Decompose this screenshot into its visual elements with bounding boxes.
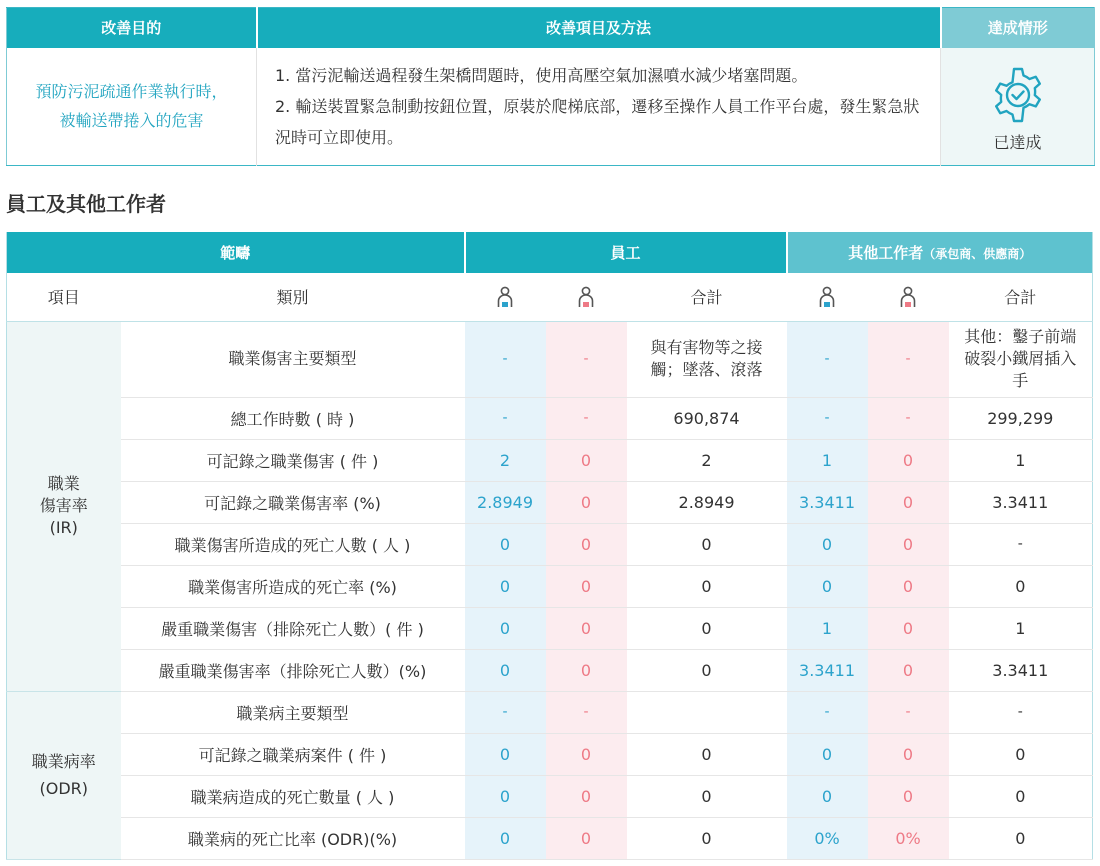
emp-m-cell: 0 bbox=[465, 817, 546, 859]
oth-f-cell: 0% bbox=[868, 817, 949, 859]
oth-total-cell: 1 bbox=[949, 439, 1093, 481]
emp-total-cell: 2.8949 bbox=[627, 481, 787, 523]
oth-total-cell: 0 bbox=[949, 565, 1093, 607]
method-item: 1. 當污泥輸送過程發生架橋問題時，使用高壓空氣加濕噴水減少堵塞問題。 bbox=[275, 65, 808, 85]
emp-total-cell: 與有害物等之接觸；墜落、滾落 bbox=[627, 321, 787, 397]
emp-m-cell: - bbox=[465, 321, 546, 397]
oth-total-cell: 3.3411 bbox=[949, 481, 1093, 523]
oth-total-cell: - bbox=[949, 691, 1093, 733]
oth-f-cell: 0 bbox=[868, 775, 949, 817]
oth-f-cell: 0 bbox=[868, 565, 949, 607]
status-text: 已達成 bbox=[993, 132, 1042, 152]
category-cell: 職業傷害主要類型 bbox=[121, 321, 465, 397]
category-cell: 職業傷害所造成的死亡人數 ( 人 ) bbox=[121, 523, 465, 565]
table-row bbox=[7, 439, 1093, 481]
oth-m-cell: 3.3411 bbox=[787, 481, 868, 523]
oth-total-cell: 0 bbox=[949, 775, 1093, 817]
category-cell: 職業病造成的死亡數量 ( 人 ) bbox=[121, 775, 465, 817]
oth-total-cell: - bbox=[949, 523, 1093, 565]
female-person-icon bbox=[898, 286, 918, 308]
table-row bbox=[7, 649, 1093, 691]
emp-f-cell: 0 bbox=[546, 565, 627, 607]
oth-m-cell: - bbox=[787, 321, 868, 397]
oth-f-cell: - bbox=[868, 691, 949, 733]
oth-total-cell: 0 bbox=[949, 733, 1093, 775]
oth-total-header: 合計 bbox=[949, 273, 1093, 321]
oth-total-cell: 0 bbox=[949, 817, 1093, 859]
emp-f-cell: 0 bbox=[546, 775, 627, 817]
emp-f-cell: - bbox=[546, 321, 627, 397]
status-header: 達成情形 bbox=[941, 8, 1095, 48]
emp-m-cell: 2.8949 bbox=[465, 481, 546, 523]
improvement-methods bbox=[257, 48, 941, 166]
category-cell: 可記錄之職業病案件 ( 件 ) bbox=[121, 733, 465, 775]
oth-m-cell: - bbox=[787, 691, 868, 733]
improvement-purpose: 預防污泥疏通作業執行時，被輸送帶捲入的危害 bbox=[7, 48, 257, 166]
oth-f-cell: 0 bbox=[868, 523, 949, 565]
emp-m-cell: 0 bbox=[465, 649, 546, 691]
category-cell: 嚴重職業傷害（排除死亡人數）( 件 ) bbox=[121, 607, 465, 649]
item-cell: 職業病率 (ODR) bbox=[7, 691, 121, 859]
table-row bbox=[7, 523, 1093, 565]
table-row bbox=[7, 397, 1093, 439]
oth-f-cell: 0 bbox=[868, 607, 949, 649]
category-cell: 可記錄之職業傷害 ( 件 ) bbox=[121, 439, 465, 481]
emp-m-cell: 2 bbox=[465, 439, 546, 481]
section-title: 員工及其他工作者 bbox=[6, 192, 166, 216]
emp-total-cell: 0 bbox=[627, 733, 787, 775]
improvement-status bbox=[941, 48, 1095, 166]
oth-m-cell: 1 bbox=[787, 439, 868, 481]
improvement-table bbox=[6, 7, 1095, 166]
table-row bbox=[7, 321, 1093, 397]
emp-f-cell: 0 bbox=[546, 607, 627, 649]
oth-f-cell: - bbox=[868, 321, 949, 397]
emp-m-cell: - bbox=[465, 397, 546, 439]
oth-f-cell: 0 bbox=[868, 439, 949, 481]
oth-total-cell: 其他：鑿子前端破裂小鐵屑插入手 bbox=[949, 321, 1093, 397]
scope-header: 範疇 bbox=[7, 232, 465, 273]
emp-f-cell: 0 bbox=[546, 649, 627, 691]
emp-total-cell: 0 bbox=[627, 817, 787, 859]
table-row bbox=[7, 775, 1093, 817]
emp-total-cell: 0 bbox=[627, 649, 787, 691]
employees-header: 員工 bbox=[465, 232, 787, 273]
oth-m-cell: - bbox=[787, 397, 868, 439]
emp-total-cell: 0 bbox=[627, 565, 787, 607]
oth-total-cell: 1 bbox=[949, 607, 1093, 649]
category-header: 類別 bbox=[121, 273, 465, 321]
method-header: 改善項目及方法 bbox=[257, 8, 941, 48]
oth-m-cell: 0 bbox=[787, 775, 868, 817]
emp-total-cell: 2 bbox=[627, 439, 787, 481]
emp-total-cell: 0 bbox=[627, 607, 787, 649]
oth-m-cell: 1 bbox=[787, 607, 868, 649]
purpose-header: 改善目的 bbox=[7, 8, 257, 48]
oth-f-cell: 0 bbox=[868, 733, 949, 775]
emp-f-cell: 0 bbox=[546, 439, 627, 481]
oth-m-cell: 3.3411 bbox=[787, 649, 868, 691]
emp-f-cell: 0 bbox=[546, 481, 627, 523]
table-row bbox=[7, 733, 1093, 775]
table-row bbox=[7, 691, 1093, 733]
method-item: 2. 輸送裝置緊急制動按鈕位置，原裝於爬梯底部，遷移至操作人員工作平台處，發生緊急狀況時可立即使用。 bbox=[275, 96, 920, 147]
oth-m-cell: 0 bbox=[787, 523, 868, 565]
emp-total-cell: 0 bbox=[627, 775, 787, 817]
emp-total-header: 合計 bbox=[627, 273, 787, 321]
female-person-icon bbox=[576, 286, 596, 308]
oth-f-cell: - bbox=[868, 397, 949, 439]
oth-total-cell: 3.3411 bbox=[949, 649, 1093, 691]
occupational-stats-table bbox=[6, 232, 1093, 860]
emp-male-header bbox=[465, 273, 546, 321]
emp-female-header bbox=[546, 273, 627, 321]
category-cell: 總工作時數 ( 時 ) bbox=[121, 397, 465, 439]
emp-m-cell: 0 bbox=[465, 565, 546, 607]
emp-m-cell: 0 bbox=[465, 733, 546, 775]
emp-total-cell bbox=[627, 691, 787, 733]
item-cell: 職業 傷害率 (IR) bbox=[7, 321, 121, 691]
gear-check-icon bbox=[987, 64, 1049, 126]
category-cell: 可記錄之職業傷害率 (%) bbox=[121, 481, 465, 523]
male-person-icon bbox=[817, 286, 837, 308]
oth-male-header bbox=[787, 273, 868, 321]
category-cell: 嚴重職業傷害率（排除死亡人數）(%) bbox=[121, 649, 465, 691]
oth-m-cell: 0 bbox=[787, 733, 868, 775]
emp-m-cell: - bbox=[465, 691, 546, 733]
table-row bbox=[7, 607, 1093, 649]
emp-f-cell: 0 bbox=[546, 817, 627, 859]
emp-f-cell: - bbox=[546, 397, 627, 439]
emp-m-cell: 0 bbox=[465, 607, 546, 649]
emp-total-cell: 0 bbox=[627, 523, 787, 565]
emp-m-cell: 0 bbox=[465, 523, 546, 565]
emp-f-cell: - bbox=[546, 691, 627, 733]
oth-female-header bbox=[868, 273, 949, 321]
oth-m-cell: 0 bbox=[787, 565, 868, 607]
oth-m-cell: 0% bbox=[787, 817, 868, 859]
emp-m-cell: 0 bbox=[465, 775, 546, 817]
emp-f-cell: 0 bbox=[546, 523, 627, 565]
item-header: 項目 bbox=[7, 273, 121, 321]
table-row bbox=[7, 817, 1093, 859]
table-row bbox=[7, 481, 1093, 523]
emp-f-cell: 0 bbox=[546, 733, 627, 775]
emp-total-cell: 690,874 bbox=[627, 397, 787, 439]
male-person-icon bbox=[495, 286, 515, 308]
category-cell: 職業病主要類型 bbox=[121, 691, 465, 733]
others-header: 其他工作者（承包商、供應商） bbox=[787, 232, 1093, 273]
oth-total-cell: 299,299 bbox=[949, 397, 1093, 439]
oth-f-cell: 0 bbox=[868, 481, 949, 523]
category-cell: 職業傷害所造成的死亡率 (%) bbox=[121, 565, 465, 607]
oth-f-cell: 0 bbox=[868, 649, 949, 691]
category-cell: 職業病的死亡比率 (ODR)(%) bbox=[121, 817, 465, 859]
table-row bbox=[7, 565, 1093, 607]
